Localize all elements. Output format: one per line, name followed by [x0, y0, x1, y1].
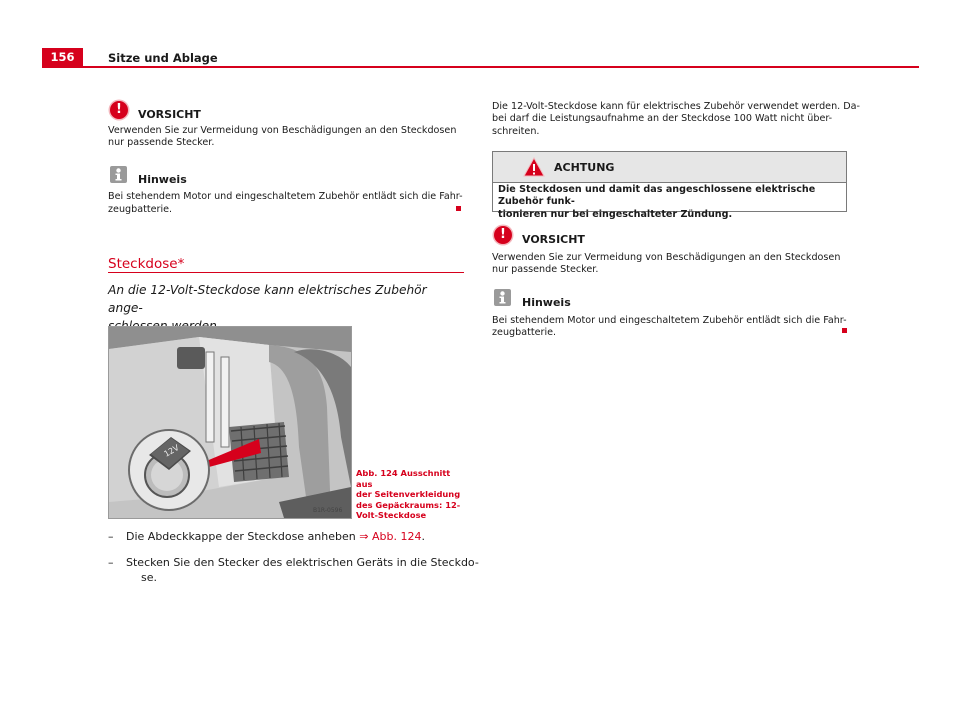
figure-caption: [356, 468, 466, 521]
hinweis-title: Hinweis: [522, 296, 571, 309]
header-rule: [42, 66, 919, 68]
trunk-socket-figure: [108, 326, 352, 519]
figure-caption-line1: Abb. 124 Ausschnitt aus: [356, 468, 451, 489]
achtung-text-line1: Die Steckdosen und damit das angeschlossene elektrische Zubehör funk-: [498, 184, 816, 208]
warning-triangle-icon: [523, 157, 545, 177]
achtung-text: [498, 184, 843, 221]
hinweis-text-line1: Bei stehendem Motor und eingeschaltetem Zubehör entlädt sich die Fahr-: [492, 315, 847, 326]
achtung-title: ACHTUNG: [554, 161, 615, 174]
vorsicht-text-line1: Verwenden Sie zur Vermeidung von Beschädigungen an den Steckdosen: [492, 252, 841, 263]
achtung-text-line2: tionieren nur bei eingeschalteter Zündung.: [498, 208, 733, 220]
end-marker: [456, 206, 461, 211]
info-person-icon: [110, 166, 127, 183]
image-code: B1R-0596: [313, 507, 343, 514]
section-rule: [108, 272, 464, 273]
hinweis-text-line2: zeugbatterie.: [108, 204, 173, 215]
intro-line2: bei darf die Leistungsaufnahme an der Steckdose 100 Watt nicht über-: [492, 113, 833, 124]
end-marker: [842, 328, 847, 333]
info-person-icon: [494, 289, 511, 306]
step2-dash: –: [108, 556, 114, 569]
vorsicht-text-line2: nur passende Stecker.: [492, 264, 599, 275]
exclamation-circle-icon: !: [110, 101, 128, 119]
vorsicht-text-line1: Verwenden Sie zur Vermeidung von Beschädigungen an den Steckdosen: [108, 125, 457, 136]
step1-end: .: [421, 530, 425, 543]
figure-caption-line2: der Seitenverkleidung: [356, 489, 461, 499]
exclamation-circle-icon: !: [494, 226, 512, 244]
section-lead-line1: An die 12-Volt-Steckdose kann elektrisches Zubehör ange-: [108, 283, 427, 315]
intro-line1: Die 12-Volt-Steckdose kann für elektrisches Zubehör verwendet werden. Da-: [492, 101, 860, 112]
step1-text: Die Abdeckkappe der Steckdose anheben: [126, 530, 360, 543]
hinweis-title: Hinweis: [138, 173, 187, 186]
step2-line1: Stecken Sie den Stecker des elektrischen Geräts in die Steckdo-: [126, 556, 479, 569]
chapter-title: Sitze und Ablage: [108, 51, 218, 65]
vorsicht-text-line2: nur passende Stecker.: [108, 137, 215, 148]
achtung-box: [492, 151, 847, 220]
section-title: Steckdose*: [108, 256, 185, 272]
vorsicht-title: VORSICHT: [522, 233, 585, 246]
hinweis-text-line2: zeugbatterie.: [492, 327, 557, 338]
trunk-illustration: [109, 327, 351, 518]
page-number: 156: [42, 48, 83, 67]
achtung-header: [493, 152, 846, 182]
vorsicht-title: VORSICHT: [138, 108, 201, 121]
intro-line3: schreiten.: [492, 126, 540, 137]
socket-label: 12V: [162, 443, 181, 459]
figure-caption-line4: Volt-Steckdose: [356, 510, 427, 520]
step2-line2: se.: [141, 571, 157, 584]
hinweis-text-line1: Bei stehendem Motor und eingeschaltetem Zubehör entlädt sich die Fahr-: [108, 191, 463, 202]
figure-reference-link[interactable]: ⇒ Abb. 124: [359, 530, 422, 543]
step1: [126, 529, 425, 544]
figure-caption-line3: des Gepäckraums: 12-: [356, 499, 461, 510]
achtung-divider: [493, 182, 846, 183]
step1-dash: –: [108, 530, 114, 543]
